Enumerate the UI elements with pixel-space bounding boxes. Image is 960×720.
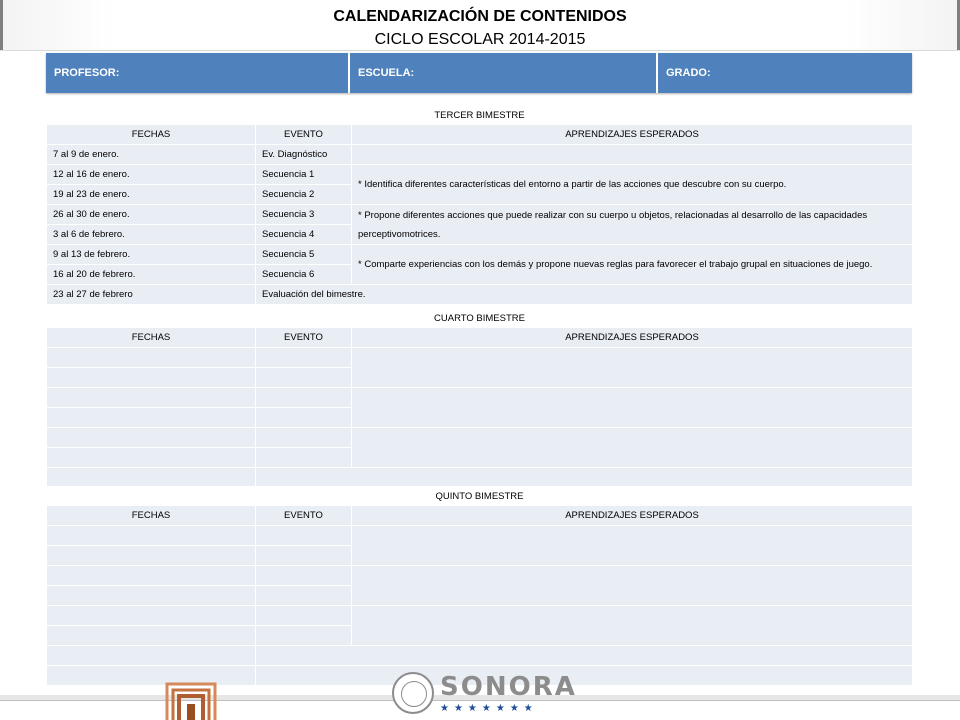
page-subtitle: CICLO ESCOLAR 2014-2015 xyxy=(374,31,586,48)
cuarto-bimestre-title: CUARTO BIMESTRE xyxy=(47,309,913,328)
fecha-cell: 9 al 13 de febrero. xyxy=(47,245,256,265)
info-bar xyxy=(46,53,912,93)
title-bar xyxy=(0,0,960,51)
fecha-cell xyxy=(47,388,256,408)
fecha-cell: 26 al 30 de enero. xyxy=(47,205,256,225)
col-header-fechas: FECHAS xyxy=(47,125,256,145)
fecha-cell xyxy=(47,546,256,566)
evento-cell: Secuencia 3 xyxy=(256,205,352,225)
table-row xyxy=(47,165,913,185)
col-header-evento: EVENTO xyxy=(256,328,352,348)
table-row xyxy=(47,388,913,408)
evento-cell xyxy=(256,546,352,566)
seal-inner-ring xyxy=(401,681,427,707)
fecha-cell xyxy=(47,348,256,368)
page-title: CALENDARIZACIÓN DE CONTENIDOS xyxy=(333,8,627,25)
aprendizaje-cell: * Comparte experiencias con los demás y propone nuevas reglas para favorecer el trabajo grupal en situaciones de juego. xyxy=(352,245,913,285)
evento-cell: Secuencia 1 xyxy=(256,165,352,185)
fecha-cell xyxy=(47,408,256,428)
col-header-evento: EVENTO xyxy=(256,125,352,145)
aprendizaje-cell: * Identifica diferentes características del entorno a partir de las acciones que descubre con su cuerpo. xyxy=(352,165,913,205)
tercer-bimestre-table xyxy=(46,105,913,305)
quinto-bimestre-title: QUINTO BIMESTRE xyxy=(47,487,913,506)
profesor-label: PROFESOR: xyxy=(46,53,350,93)
fecha-cell: 19 al 23 de enero. xyxy=(47,185,256,205)
fecha-cell: 3 al 6 de febrero. xyxy=(47,225,256,245)
col-header-aprendizajes: APRENDIZAJES ESPERADOS xyxy=(352,328,913,348)
fecha-cell xyxy=(47,586,256,606)
table-row xyxy=(47,245,913,265)
fecha-cell: 16 al 20 de febrero. xyxy=(47,265,256,285)
sonora-brand: SONORA xyxy=(440,672,577,702)
evento-cell xyxy=(256,388,352,408)
fecha-cell xyxy=(47,566,256,586)
aprendizaje-cell xyxy=(352,388,913,428)
evento-cell xyxy=(256,626,352,646)
fecha-cell xyxy=(47,368,256,388)
table-row xyxy=(47,205,913,225)
grado-label: GRADO: xyxy=(666,67,711,79)
state-seal-icon xyxy=(392,672,434,714)
evento-cell: Secuencia 4 xyxy=(256,225,352,245)
table-row xyxy=(47,526,913,546)
aprendizaje-cell xyxy=(352,145,913,165)
fecha-cell xyxy=(47,448,256,468)
aprendizaje-cell xyxy=(352,606,913,646)
aprendizaje-cell xyxy=(352,526,913,566)
fecha-cell xyxy=(47,428,256,448)
col-header-aprendizajes: APRENDIZAJES ESPERADOS xyxy=(352,506,913,526)
table-row xyxy=(47,606,913,626)
fecha-cell xyxy=(47,468,256,488)
evento-cell xyxy=(256,606,352,626)
footer xyxy=(0,670,960,720)
fecha-cell: 7 al 9 de enero. xyxy=(47,145,256,165)
escuela-label: ESCUELA: xyxy=(350,53,658,93)
table-row xyxy=(47,468,913,488)
aprendizaje-cell xyxy=(352,428,913,468)
evento-cell xyxy=(256,448,352,468)
evento-cell: Secuencia 6 xyxy=(256,265,352,285)
evento-cell xyxy=(256,408,352,428)
table-row xyxy=(47,428,913,448)
evento-cell xyxy=(256,348,352,368)
fecha-cell: 12 al 16 de enero. xyxy=(47,165,256,185)
evento-cell xyxy=(256,428,352,448)
aprendizaje-cell xyxy=(352,566,913,606)
table-row xyxy=(47,646,913,666)
evento-cell xyxy=(256,646,913,666)
table-row xyxy=(47,145,913,165)
evento-cell: Ev. Diagnóstico xyxy=(256,145,352,165)
evento-cell xyxy=(256,586,352,606)
stars-icon: ★★★★★★★ xyxy=(440,703,538,714)
tercer-bimestre-title: TERCER BIMESTRE xyxy=(47,106,913,125)
evento-cell: Secuencia 2 xyxy=(256,185,352,205)
evento-cell xyxy=(256,368,352,388)
gate-logo-icon xyxy=(163,670,223,720)
evento-cell: Secuencia 5 xyxy=(256,245,352,265)
quinto-bimestre-table xyxy=(46,486,913,686)
fecha-cell xyxy=(47,626,256,646)
table-row xyxy=(47,566,913,586)
aprendizaje-cell xyxy=(352,348,913,388)
fecha-cell: 23 al 27 de febrero xyxy=(47,285,256,305)
evento-cell xyxy=(256,526,352,546)
fecha-cell xyxy=(47,606,256,626)
evento-cell: Evaluación del bimestre. xyxy=(256,285,913,305)
col-header-evento: EVENTO xyxy=(256,506,352,526)
evento-cell xyxy=(256,468,913,488)
cuarto-bimestre-table xyxy=(46,308,913,488)
fecha-cell xyxy=(47,526,256,546)
col-header-aprendizajes: APRENDIZAJES ESPERADOS xyxy=(352,125,913,145)
fecha-cell xyxy=(47,646,256,666)
evento-cell xyxy=(256,566,352,586)
aprendizaje-cell: * Propone diferentes acciones que puede realizar con su cuerpo u objetos, relacionadas al desarrollo de las capacidades perceptivomotrices. xyxy=(352,205,913,245)
col-header-fechas: FECHAS xyxy=(47,506,256,526)
table-row xyxy=(47,285,913,305)
table-row xyxy=(47,348,913,368)
col-header-fechas: FECHAS xyxy=(47,328,256,348)
